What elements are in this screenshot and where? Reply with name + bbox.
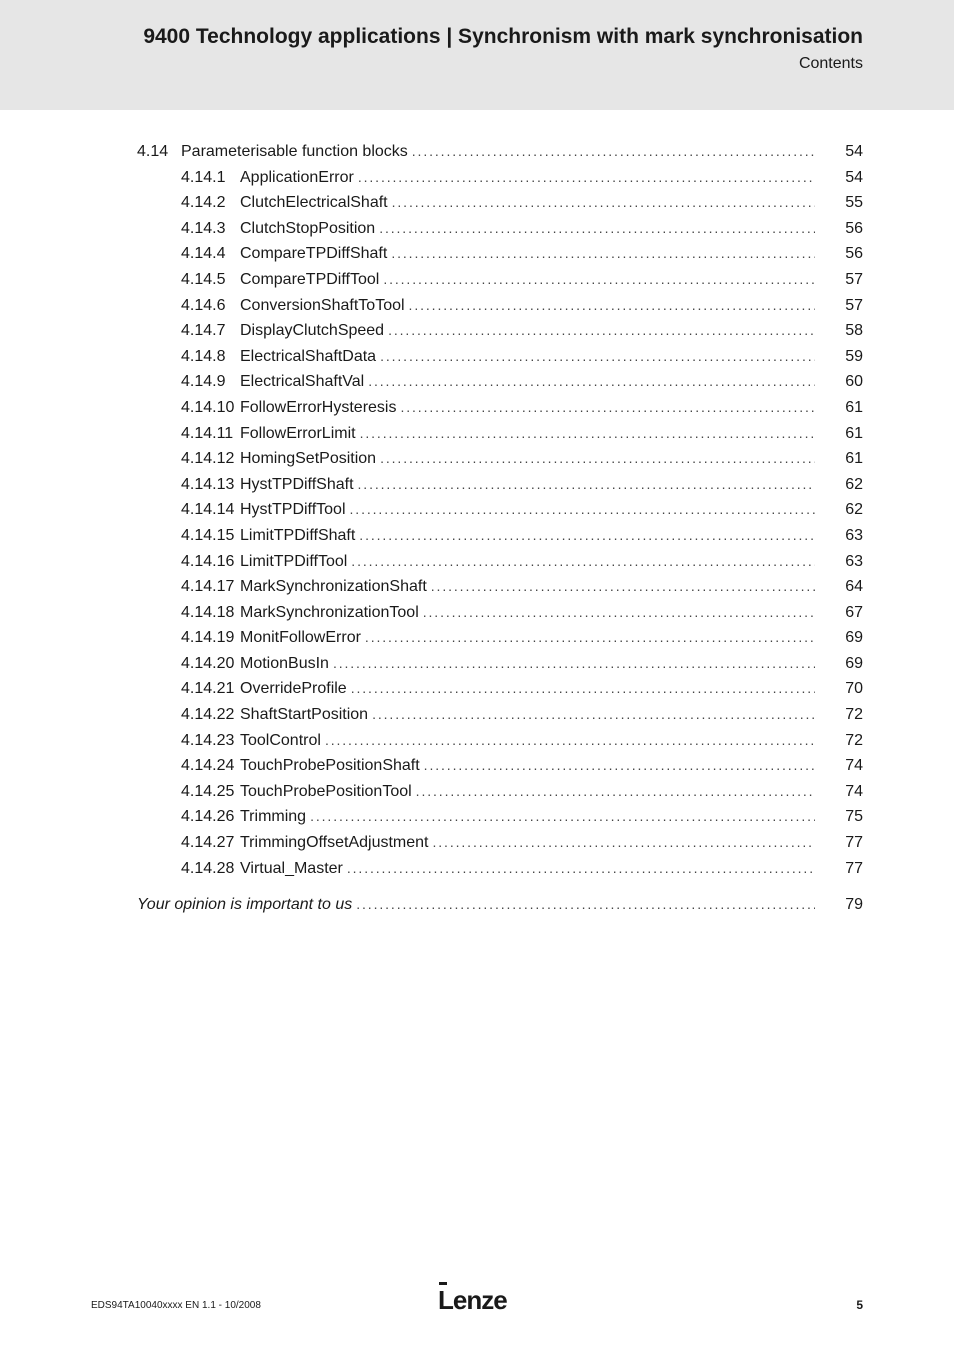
toc-page: 77 <box>845 834 863 852</box>
toc-label: ConversionShaftToTool <box>240 296 405 314</box>
dot-leader <box>383 267 815 293</box>
dot-leader <box>372 702 815 728</box>
lenze-logo <box>438 1286 507 1314</box>
page-header <box>0 0 954 110</box>
toc-label: TouchProbePositionShaft <box>240 757 420 775</box>
section-name: Contents <box>798 55 863 72</box>
toc-label: ClutchElectricalShaft <box>240 194 388 212</box>
toc-page: 54 <box>845 143 863 160</box>
toc-label: MarkSynchronizationShaft <box>240 578 427 596</box>
toc-number: 4.14.25 <box>181 782 235 800</box>
toc-number: 4.14.21 <box>181 680 235 698</box>
toc-entry[interactable] <box>137 139 863 165</box>
toc-label: ElectricalShaftVal <box>240 373 365 391</box>
toc-number: 4.14.5 <box>181 270 226 288</box>
toc-entry[interactable] <box>137 446 863 472</box>
toc-number: 4.14.16 <box>181 552 235 570</box>
logo-text: Lenze <box>438 1285 507 1315</box>
toc-label: OverrideProfile <box>240 680 347 698</box>
toc-page: 58 <box>845 322 863 340</box>
toc-page: 72 <box>845 731 863 749</box>
dot-leader <box>416 779 815 805</box>
toc-number: 4.14.9 <box>181 373 226 391</box>
toc-number: 4.14.4 <box>181 245 226 263</box>
toc-label: LimitTPDiffTool <box>240 552 348 570</box>
toc-number: 4.14.2 <box>181 194 226 212</box>
toc-label: HystTPDiffTool <box>240 501 346 519</box>
dot-leader <box>388 318 815 344</box>
toc-label: FollowErrorLimit <box>240 424 356 442</box>
toc-entry[interactable] <box>137 753 863 779</box>
toc-page: 62 <box>845 475 863 493</box>
toc-label: MarkSynchronizationTool <box>240 603 419 621</box>
dot-leader <box>365 625 815 651</box>
dot-leader <box>358 165 815 191</box>
toc-page: 69 <box>845 654 863 672</box>
toc-page: 61 <box>845 424 863 442</box>
toc-number: 4.14.8 <box>181 347 226 365</box>
toc-label: MonitFollowError <box>240 629 361 647</box>
document-id: EDS94TA10040xxxx EN 1.1 - 10/2008 <box>91 1300 261 1311</box>
toc-page: 77 <box>845 859 863 877</box>
toc-page: 75 <box>845 808 863 826</box>
toc-page: 79 <box>845 896 863 914</box>
toc-label: HomingSetPosition <box>240 450 377 468</box>
toc-number: 4.14.12 <box>181 450 235 468</box>
toc-label: FollowErrorHysteresis <box>240 398 397 416</box>
toc-number: 4.14.15 <box>181 526 235 544</box>
toc-label: MotionBusIn <box>240 654 329 672</box>
toc-page: 56 <box>845 219 863 237</box>
dot-leader <box>400 395 815 421</box>
toc-entry[interactable] <box>137 497 863 523</box>
toc-entry[interactable] <box>137 779 863 805</box>
toc-label: ClutchStopPosition <box>240 219 376 237</box>
table-of-contents <box>137 139 863 918</box>
toc-number: 4.14.13 <box>181 475 235 493</box>
toc-page: 55 <box>845 194 863 212</box>
toc-label: ApplicationError <box>240 168 354 186</box>
toc-page: 70 <box>845 680 863 698</box>
toc-entry[interactable] <box>137 216 863 242</box>
toc-entry[interactable] <box>137 369 863 395</box>
toc-label: CompareTPDiffTool <box>240 270 380 288</box>
toc-label: ShaftStartPosition <box>240 706 369 724</box>
toc-page: 72 <box>845 706 863 724</box>
dot-leader <box>358 472 815 498</box>
dot-leader <box>356 892 815 918</box>
toc-number: 4.14.3 <box>181 219 226 237</box>
toc-label: HystTPDiffShaft <box>240 475 354 493</box>
dot-leader <box>412 139 815 165</box>
toc-label: Your opinion is important to us <box>137 896 353 914</box>
dot-leader <box>431 574 815 600</box>
toc-label: TouchProbePositionTool <box>240 782 412 800</box>
toc-label: ElectricalShaftData <box>240 347 377 365</box>
toc-page: 56 <box>845 245 863 263</box>
page-number: 5 <box>856 1298 863 1312</box>
toc-entry[interactable] <box>137 625 863 651</box>
toc-page: 59 <box>845 347 863 365</box>
dot-leader <box>380 344 815 370</box>
toc-label: Parameterisable function blocks <box>181 143 408 160</box>
toc-entry[interactable] <box>137 728 863 754</box>
toc-number: 4.14.20 <box>181 654 235 672</box>
toc-page: 61 <box>845 398 863 416</box>
toc-entry[interactable] <box>137 702 863 728</box>
toc-entry[interactable] <box>137 472 863 498</box>
toc-page: 57 <box>845 270 863 288</box>
toc-page: 57 <box>845 296 863 314</box>
toc-label: Virtual_Master <box>240 859 343 877</box>
dot-leader <box>360 421 815 447</box>
dot-leader <box>351 676 815 702</box>
toc-page: 62 <box>845 501 863 519</box>
dot-leader <box>347 856 815 882</box>
toc-number: 4.14.6 <box>181 296 226 314</box>
logo-bar-icon <box>439 1282 447 1285</box>
toc-entry[interactable] <box>137 165 863 191</box>
toc-number: 4.14.24 <box>181 757 235 775</box>
toc-entry[interactable] <box>137 549 863 575</box>
dot-leader <box>325 728 815 754</box>
dot-leader <box>350 497 815 523</box>
toc-entry[interactable] <box>137 804 863 830</box>
toc-number: 4.14.18 <box>181 603 235 621</box>
toc-entry[interactable] <box>137 600 863 626</box>
toc-number: 4.14.14 <box>181 501 235 519</box>
toc-page: 63 <box>845 552 863 570</box>
toc-entry[interactable] <box>137 523 863 549</box>
toc-entry-opinion[interactable] <box>137 892 863 918</box>
toc-entry[interactable] <box>137 395 863 421</box>
toc-number: 4.14.10 <box>181 398 235 416</box>
toc-number: 4.14.26 <box>181 808 235 826</box>
dot-leader <box>433 830 816 856</box>
toc-entry[interactable] <box>137 421 863 447</box>
toc-entry[interactable] <box>137 676 863 702</box>
toc-number: 4.14.7 <box>181 322 226 340</box>
toc-page: 74 <box>845 782 863 800</box>
toc-page: 67 <box>845 603 863 621</box>
toc-entry[interactable] <box>137 856 863 882</box>
dot-leader <box>380 446 815 472</box>
toc-entry[interactable] <box>137 574 863 600</box>
dot-leader <box>359 523 815 549</box>
toc-number: 4.14.28 <box>181 859 235 877</box>
toc-number: 4.14.19 <box>181 629 235 647</box>
dot-leader <box>392 190 815 216</box>
dot-leader <box>310 804 815 830</box>
toc-number: 4.14 <box>137 143 169 160</box>
toc-number: 4.14.23 <box>181 731 235 749</box>
toc-entry[interactable] <box>137 190 863 216</box>
toc-number: 4.14.1 <box>181 168 226 186</box>
toc-label: ToolControl <box>240 731 321 749</box>
toc-page: 74 <box>845 757 863 775</box>
dot-leader <box>424 753 815 779</box>
dot-leader <box>379 216 815 242</box>
toc-page: 69 <box>845 629 863 647</box>
dot-leader <box>423 600 815 626</box>
toc-page: 54 <box>845 168 863 186</box>
toc-label: DisplayClutchSpeed <box>240 322 385 340</box>
toc-entry[interactable] <box>137 293 863 319</box>
toc-entry[interactable] <box>137 318 863 344</box>
toc-label: LimitTPDiffShaft <box>240 526 356 544</box>
toc-entry[interactable] <box>137 344 863 370</box>
toc-label: CompareTPDiffShaft <box>240 245 388 263</box>
toc-number: 4.14.27 <box>181 834 235 852</box>
dot-leader <box>333 651 815 677</box>
toc-page: 63 <box>845 526 863 544</box>
dot-leader <box>351 549 815 575</box>
toc-number: 4.14.11 <box>181 424 234 442</box>
toc-entry[interactable] <box>137 830 863 856</box>
toc-number: 4.14.17 <box>181 578 235 596</box>
toc-entry[interactable] <box>137 651 863 677</box>
toc-entry[interactable] <box>137 267 863 293</box>
toc-entry[interactable] <box>137 241 863 267</box>
toc-label: Trimming <box>240 808 307 826</box>
toc-label: TrimmingOffsetAdjustment <box>240 834 429 852</box>
document-title: 9400 Technology applications | Synchronism with mark synchronisation <box>143 25 863 48</box>
toc-page: 60 <box>845 373 863 391</box>
toc-page: 64 <box>845 578 863 596</box>
dot-leader <box>409 293 815 319</box>
dot-leader <box>391 241 815 267</box>
toc-page: 61 <box>845 450 863 468</box>
toc-number: 4.14.22 <box>181 706 235 724</box>
dot-leader <box>368 369 815 395</box>
